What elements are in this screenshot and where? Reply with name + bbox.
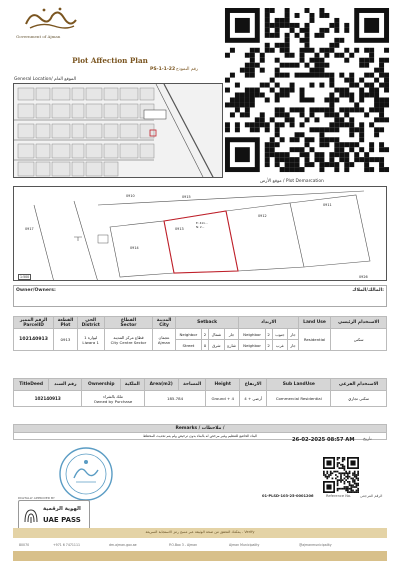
district-value: ليوارة 1 Liwara 1 [77, 329, 104, 351]
page-title: Plot Affection Plan [72, 56, 148, 65]
sublanduse-value-ar: سكني تجاري [331, 391, 387, 407]
height-value-ar: أرضي + 4 [239, 391, 266, 407]
plot-header: القطعة Plot [54, 317, 78, 329]
verify-text: يمكنك التحقق من صحة الوثيقة عبر مسح رمز الاستجابة السريعة - Verify [145, 530, 255, 534]
parcelid-header: الرقم المميز ParcelID [14, 317, 54, 329]
uae-pass-caption: DIGITALLY APPROVED BY [18, 496, 55, 500]
plot-demarcation-label: موقع الأرض / Plot Demarcation [260, 179, 324, 184]
sublanduse-header-ar: الاستخدام الفرعي [331, 379, 387, 391]
logo-calligraphy-icon [22, 4, 78, 32]
setback-cell: Street [175, 340, 201, 351]
landuse-header-ar: الاستخدام الرئيسي [331, 317, 387, 329]
contact-social[interactable]: @ajmanmunicipality [299, 543, 332, 547]
contact-municipality: Ajman Municipality [229, 543, 260, 547]
owner-label-ar: المالك/الملاك: [352, 288, 384, 293]
parcel-table [13, 316, 387, 351]
issue-date-label: تاريخ [363, 437, 372, 442]
landuse-value: Residential [298, 329, 330, 351]
city-value: عجمان Ajman [153, 329, 175, 351]
setback-cell: Neighbor [239, 340, 265, 351]
plot-label-0917: 0917 [25, 227, 34, 231]
owner-row [13, 285, 387, 307]
height-header-ar: الارتفاع [239, 379, 266, 391]
reference-label: Reference No. [326, 494, 352, 498]
setback-cell: شرق [208, 340, 224, 351]
city-header: المدينة City [153, 317, 175, 329]
titledeed-header-ar: رقم السند [49, 379, 82, 391]
reference-label-ar: الرقم المرجعي [360, 494, 383, 498]
setback-cell: غرب [272, 340, 287, 351]
sublanduse-value: Commercial Residential [267, 391, 331, 407]
ownership-value: ملك بالشراء Owned by Purchase [82, 391, 144, 407]
general-location-map[interactable] [13, 83, 223, 178]
landuse-value-ar: سكني [331, 329, 387, 351]
contact-phone[interactable]: +971 6 7471111 [53, 543, 81, 547]
remarks-text: البناء الخاضع للتنظيم وغير مرخص له بالبناء بدون ترخيص ولم يتم تحديث المخطط [14, 433, 387, 440]
district-header: الحي District [77, 317, 104, 329]
decorative-footer-band [13, 551, 387, 561]
setback-cell: 0 [202, 340, 209, 351]
plot-label-0914: 0914 [130, 246, 139, 250]
setback-cell: جار [288, 329, 299, 340]
qr-code-large-icon [224, 8, 390, 182]
uae-pass-title: UAE PASS [43, 516, 81, 524]
plot-demarcation-map[interactable] [13, 186, 387, 281]
title-deed-table [13, 378, 387, 407]
sublanduse-header: Sub LandUse [267, 379, 331, 391]
setback-cell: شمال [208, 329, 224, 340]
location-map-drawing [14, 84, 223, 178]
setback-cell: جار [288, 340, 299, 351]
setback-header-ar: الارتداد [239, 317, 298, 329]
plot-code: PS-1-1-22 [150, 67, 176, 72]
plot-label-0912: 0912 [258, 214, 267, 218]
municipality-seal-icon [58, 446, 114, 502]
plot-label-0911: 0911 [323, 203, 332, 207]
plot-label-0913: 0913 [175, 227, 184, 231]
area-header-ar: المساحة [178, 379, 206, 391]
area-header: Area(m2) [144, 379, 178, 391]
titledeed-header: TitleDeed [14, 379, 49, 391]
plot-label-0926: 0926 [359, 275, 368, 279]
fingerprint-icon [22, 506, 40, 526]
reference-number: 01-PLSD-103-25-0001206 [262, 494, 314, 498]
ownership-header-ar: الملكية [121, 379, 144, 391]
uae-pass-title-ar: الهوية الرقمية [43, 506, 81, 512]
uae-pass-badge [18, 500, 90, 530]
contact-website[interactable]: dm.ajman.gov.ae [109, 543, 137, 547]
setback-cell: 2 [265, 340, 272, 351]
height-value: Ground + 4 [206, 391, 240, 407]
landuse-header: Land Use [298, 317, 330, 329]
verify-banner [13, 528, 387, 538]
ownership-header: Ownership [82, 379, 121, 391]
general-location-label: General Location/ الموقع العام [14, 77, 77, 82]
contact-bar [13, 540, 387, 550]
plot-label-0915: 0915 [182, 195, 191, 199]
setback-cell: جنوب [272, 329, 287, 340]
parcel-id-value: 102140913 [14, 329, 54, 351]
coord-n1: N: 2... [196, 225, 205, 229]
remarks-label: Remarks / ملاحظات / [14, 425, 387, 433]
height-header: Height [206, 379, 240, 391]
plot-label-0910: 0910 [126, 194, 135, 198]
area-value: 185.784 [144, 391, 206, 407]
demarcation-drawing [14, 187, 387, 281]
plot-code-label-ar: رقم النموذج [176, 67, 199, 72]
setback-cell: شارع [224, 340, 239, 351]
coord-e1: E: 411... [196, 221, 208, 225]
setback-cell: جار [224, 329, 239, 340]
logo-subtitle: Government of Ajman [16, 34, 61, 39]
issue-date: 26-02-2025 08:57 AM [292, 437, 355, 443]
plot-value: 0913 [54, 329, 78, 351]
qr-code-small-icon [323, 457, 359, 493]
setback-cell: Neighbor [175, 329, 201, 340]
owner-label: Owner/Owners: [16, 288, 56, 293]
government-logo [16, 4, 86, 42]
setback-cell: Neighbor [239, 329, 265, 340]
setback-cell: 2 [202, 329, 209, 340]
sector-header: القطاع Sector [104, 317, 153, 329]
titledeed-value: 102140913 [14, 391, 82, 407]
contact-toll-free[interactable]: 80070 [19, 543, 30, 547]
contact-pobox: P.O.Box 3 - Ajman [169, 543, 198, 547]
sector-value: قطاع مركز المدينة City Centre Sector [104, 329, 153, 351]
setback-cell: 2 [265, 329, 272, 340]
map-scale: 1:500 [20, 275, 30, 279]
setback-header: Setback [175, 317, 239, 329]
